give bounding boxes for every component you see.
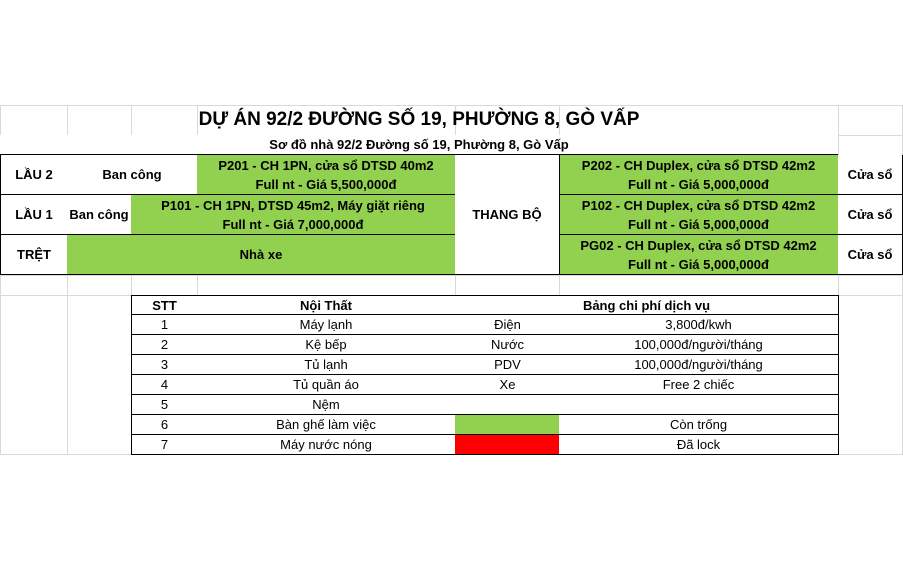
furniture-name-cell: Máy nước nóng [197,435,456,455]
furniture-name-cell: Tủ quần áo [197,375,456,395]
room-p201-line1: P201 - CH 1PN, cửa sổ DTSD 40m2 [218,157,434,173]
balcony-lau1: Ban công [67,195,132,235]
floor-label-lau2: LẦU 2 [0,155,68,195]
furniture-stt-cell: 2 [131,335,198,355]
room-pg02-line1: PG02 - CH Duplex, cửa sổ DTSD 42m2 [580,237,817,253]
page-subtitle: Sơ đồ nhà 92/2 Đường số 19, Phường 8, Gò Vấp [0,135,838,155]
furniture-stt-cell: 4 [131,375,198,395]
parking-area: Nhà xe [67,235,456,275]
furniture-stt-cell: 5 [131,395,198,415]
floor-label-lau1: LẦU 1 [0,195,68,235]
room-p202[interactable] [559,155,839,195]
room-p101-line1: P101 - CH 1PN, DTSD 45m2, Máy giặt riêng [161,197,425,213]
room-p201[interactable] [197,155,456,195]
balcony-lau2: Ban công [67,155,198,195]
window-lau1: Cửa sổ [838,195,903,235]
room-p102-line2: Full nt - Giá 5,000,000đ [628,216,769,232]
legend-available-swatch [455,415,560,435]
services-empty-cell [455,395,839,415]
room-p101[interactable] [131,195,456,235]
furniture-name-cell: Tủ lạnh [197,355,456,375]
room-pg02[interactable] [559,235,839,275]
legend-available-label: Còn trống [559,415,839,435]
service-price-cell: 100,000đ/người/tháng [559,335,839,355]
page-title: DỰ ÁN 92/2 ĐƯỜNG SỐ 19, PHƯỜNG 8, GÒ VẤP [198,109,640,130]
room-p102-line1: P102 - CH Duplex, cửa sổ DTSD 42m2 [581,197,816,213]
stairs: THANG BỘ [455,155,560,275]
service-item-cell: PDV [455,355,560,375]
furniture-name-cell: Kệ bếp [197,335,456,355]
furniture-stt-cell: 7 [131,435,198,455]
furniture-stt-cell: 3 [131,355,198,375]
gridline [0,275,903,276]
room-p202-line1: P202 - CH Duplex, cửa sổ DTSD 42m2 [581,157,816,173]
furniture-stt-cell: 1 [131,315,198,335]
legend-locked-swatch [455,435,560,455]
service-price-cell: 3,800đ/kwh [559,315,839,335]
furniture-name-cell: Nệm [197,395,456,415]
room-p101-line2: Full nt - Giá 7,000,000đ [222,216,364,232]
service-item-cell: Nước [455,335,560,355]
spreadsheet-grid [0,105,903,455]
legend-locked-label: Đã lock [559,435,839,455]
furniture-name-cell: Máy lạnh [197,315,456,335]
furniture-stt-cell: 6 [131,415,198,435]
services-header: Bảng chi phí dịch vụ [455,295,839,315]
room-pg02-line2: Full nt - Giá 5,000,000đ [628,256,769,272]
furniture-name-cell: Bàn ghế làm việc [197,415,456,435]
window-tret: Cửa sổ [838,235,903,275]
room-p102[interactable] [559,195,839,235]
furniture-header-stt: STT [131,295,198,315]
furniture-header-name: Nội Thất [197,295,456,315]
window-lau2: Cửa sổ [838,155,903,195]
service-item-cell: Điện [455,315,560,335]
service-price-cell: 100,000đ/người/tháng [559,355,839,375]
service-price-cell: Free 2 chiếc [559,375,839,395]
service-item-cell: Xe [455,375,560,395]
room-p201-line2: Full nt - Giá 5,500,000đ [255,176,397,192]
floor-label-tret: TRỆT [0,235,68,275]
room-p202-line2: Full nt - Giá 5,000,000đ [628,176,769,192]
